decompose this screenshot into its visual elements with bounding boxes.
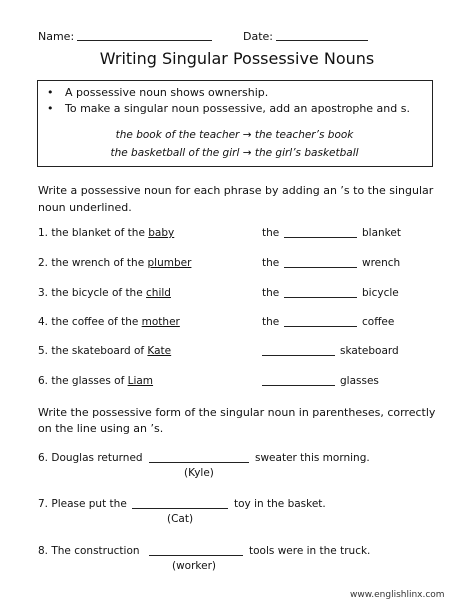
item-phrase: 6. the glasses of	[38, 375, 128, 387]
sentence-end: tools were in the truck.	[249, 545, 371, 557]
list-item	[38, 287, 171, 299]
sentence-start: 6. Douglas returned	[38, 452, 143, 464]
bullet-2	[65, 102, 410, 115]
answer-suffix: blanket	[362, 227, 401, 239]
example-2: the basketball of the girl → the girl’s basketball	[110, 147, 359, 159]
answer-suffix: coffee	[362, 316, 395, 328]
answer-line[interactable]	[284, 316, 357, 327]
item-noun: child	[146, 287, 171, 299]
item-noun: plumber	[147, 257, 192, 269]
answer-line[interactable]	[149, 452, 249, 463]
date-label: Date:	[243, 30, 273, 43]
answer-line[interactable]	[132, 498, 228, 509]
answer-suffix: glasses	[340, 375, 379, 387]
bullet-dot-1: •	[47, 86, 54, 99]
example-1: the book of the teacher → the teacher’s book	[115, 129, 354, 141]
item-phrase: 2. the wrench of the	[38, 257, 148, 269]
list-item	[38, 316, 180, 328]
item-noun: mother	[141, 316, 180, 328]
item-noun: Kate	[147, 345, 172, 357]
sentence-end: sweater this morning.	[255, 452, 370, 464]
answer-suffix: wrench	[362, 257, 401, 269]
name-label: Name:	[38, 30, 75, 43]
answer-line[interactable]	[262, 375, 335, 386]
info-box	[37, 80, 433, 167]
section2-instruction-line1: Write the possessive form of the singular noun in parentheses, correctly	[38, 406, 436, 419]
section1-instruction-line2: noun underlined.	[38, 201, 132, 214]
list-item	[38, 227, 174, 239]
hint: (Cat)	[167, 513, 194, 525]
sentence-start: 7. Please put the	[38, 498, 127, 510]
item-phrase: 3. the bicycle of the	[38, 287, 147, 299]
bullet-dot-2: •	[47, 102, 54, 115]
date-field[interactable]	[276, 30, 368, 41]
sentence-end: toy in the basket.	[234, 498, 326, 510]
section2-instruction-line2: on the line using an ’s.	[38, 422, 164, 435]
answer-prefix: the	[262, 287, 280, 299]
hint: (worker)	[172, 560, 217, 572]
answer-prefix: the	[262, 316, 280, 328]
answer-line[interactable]	[284, 227, 357, 238]
answer-suffix: bicycle	[362, 287, 399, 299]
answer-line[interactable]	[149, 545, 243, 556]
name-field[interactable]	[77, 30, 212, 41]
list-item	[38, 345, 171, 357]
answer-prefix: the	[262, 227, 280, 239]
hint: (Kyle)	[184, 467, 214, 479]
bullet-2-text: To make a singular noun possessive, add an	[65, 102, 311, 115]
item-phrase: 4. the coffee of the	[38, 316, 142, 328]
bullet-2-highlight: apostrophe and s.	[310, 102, 410, 115]
answer-line[interactable]	[284, 257, 357, 268]
bullet-1: A possessive noun shows ownership.	[65, 86, 269, 99]
item-phrase: 1. the blanket of the	[38, 227, 149, 239]
item-noun: baby	[148, 227, 175, 239]
section1-instruction-line1: Write a possessive noun for each phrase by adding an ’s to the singular	[38, 184, 434, 197]
footer-site: www.englishlinx.com	[350, 590, 445, 600]
answer-prefix: the	[262, 257, 280, 269]
item-phrase: 5. the skateboard of	[38, 345, 148, 357]
sentence-start: 8. The construction	[38, 545, 140, 557]
answer-line[interactable]	[284, 287, 357, 298]
answer-suffix: skateboard	[340, 345, 399, 357]
item-noun: Liam	[127, 375, 154, 387]
list-item	[38, 375, 153, 387]
answer-line[interactable]	[262, 345, 335, 356]
list-item	[38, 257, 191, 269]
page-title: Writing Singular Possessive Nouns	[99, 49, 375, 68]
